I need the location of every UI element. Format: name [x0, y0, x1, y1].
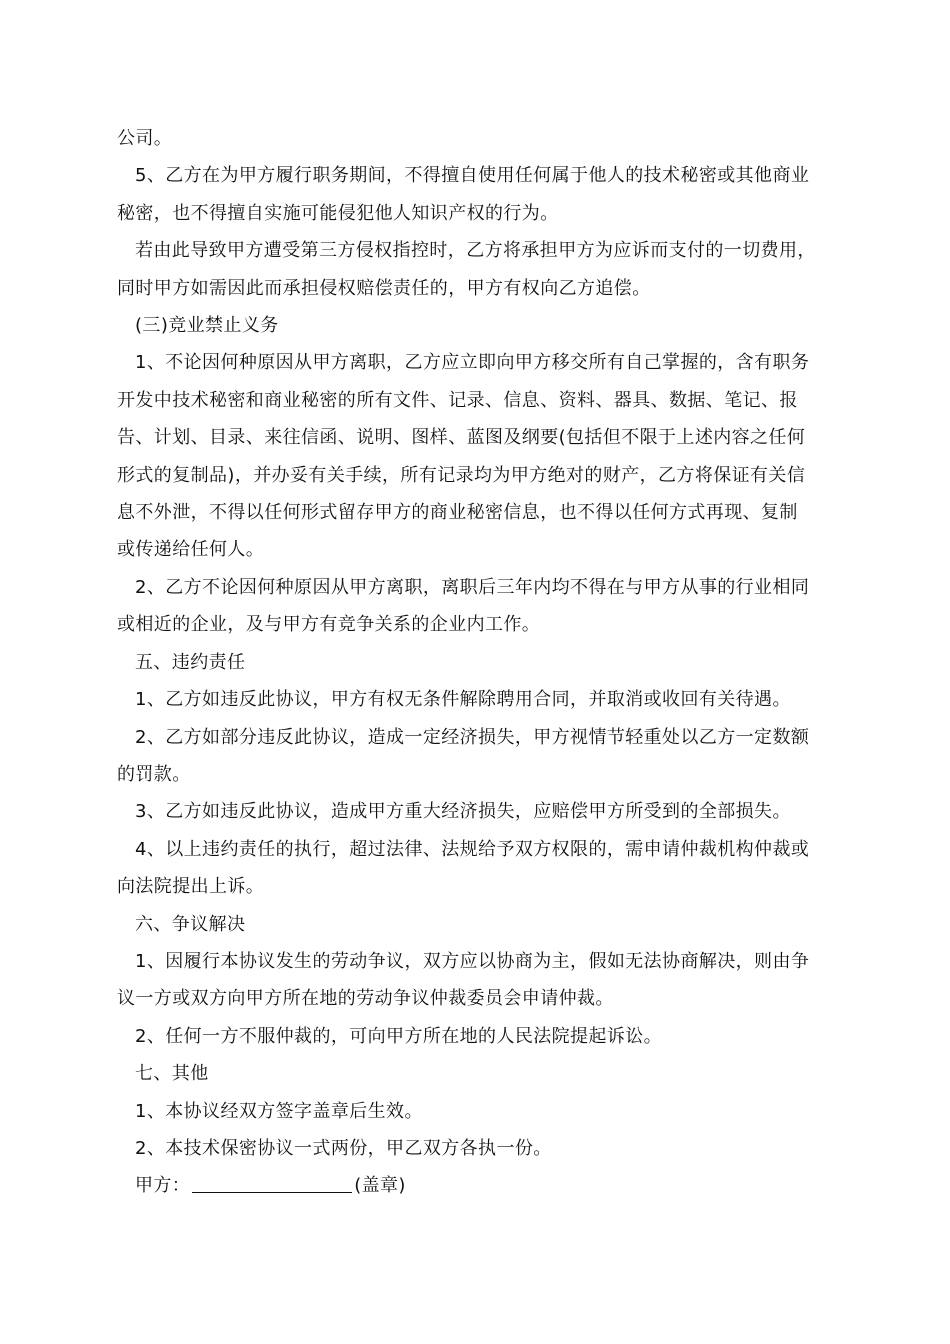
text-line: 1、不论因何种原因从甲方离职，乙方应立即向甲方移交所有自己掌握的，含有职务 — [135, 352, 810, 374]
signature-blank[interactable] — [192, 1172, 352, 1193]
signature-line — [117, 1167, 839, 1204]
text-line: 2、乙方如部分违反此协议，造成一定经济损失，甲方视情节轻重处以乙方一定数额 — [135, 726, 810, 748]
text-line: 告、计划、目录、来往信函、说明、图样、蓝图及纲要(包括但不限于上述内容之任何 — [117, 427, 806, 449]
text-line: 五、违约责任 — [135, 651, 246, 673]
text-line: 4、以上违约责任的执行，超过法律、法规给予双方权限的，需申请仲裁机构仲裁或 — [135, 838, 810, 860]
text-line: 2、乙方不论因何种原因从甲方离职，离职后三年内均不得在与甲方从事的行业相同 — [135, 576, 810, 598]
text-line: (三)竞业禁止义务 — [135, 315, 279, 337]
text-line: 或相近的企业，及与甲方有竞争关系的企业内工作。 — [117, 614, 541, 636]
text-line: 同时甲方如需因此而承担侵权赔偿责任的，甲方有权向乙方追偿。 — [117, 277, 651, 299]
text-line: 2、任何一方不服仲裁的，可向甲方所在地的人民法院提起诉讼。 — [135, 1025, 663, 1047]
text-line: 七、其他 — [135, 1063, 209, 1085]
signature-label: 甲方： — [135, 1175, 191, 1197]
text-line: 议一方或双方向甲方所在地的劳动争议仲裁委员会申请仲裁。 — [117, 988, 614, 1010]
text-line: 向法院提出上诉。 — [117, 876, 265, 898]
text-line: 息不外泄，不得以任何形式留存甲方的商业秘密信息，也不得以任何方式再现、复制 — [117, 502, 798, 524]
text-line: 公司。 — [117, 128, 173, 149]
text-line: 3、乙方如违反此协议，造成甲方重大经济损失，应赔偿甲方所受到的全部损失。 — [135, 801, 791, 823]
text-line: 2、本技术保密协议一式两份，甲乙双方各执一份。 — [135, 1137, 552, 1159]
text-line: 1、乙方如违反此协议，甲方有权无条件解除聘用合同，并取消或收回有关待遇。 — [135, 689, 791, 711]
text-line: 或传递给任何人。 — [117, 539, 265, 561]
text-line: 的罚款。 — [117, 763, 191, 785]
text-line: 若由此导致甲方遭受第三方侵权指控时，乙方将承担甲方为应诉而支付的一切费用， — [135, 240, 816, 262]
document-page — [117, 120, 839, 1205]
seal-label: (盖章) — [354, 1175, 406, 1197]
text-line: 1、本协议经双方签字盖章后生效。 — [135, 1100, 423, 1122]
text-line: 形式的复制品)，并办妥有关手续，所有记录均为甲方绝对的财产，乙方将保证有关信 — [117, 464, 806, 486]
text-line: 1、因履行本协议发生的劳动争议，双方应以协商为主，假如无法协商解决，则由争 — [135, 950, 810, 972]
text-line: 5、乙方在为甲方履行职务期间，不得擅自使用任何属于他人的技术秘密或其他商业 — [135, 165, 810, 187]
text-line: 开发中技术秘密和商业秘密的所有文件、记录、信息、资料、器具、数据、笔记、报 — [117, 389, 798, 411]
text-line: 秘密，也不得擅自实施可能侵犯他人知识产权的行为。 — [117, 202, 559, 224]
document-body — [117, 120, 839, 1167]
text-line: 六、争议解决 — [135, 913, 246, 935]
